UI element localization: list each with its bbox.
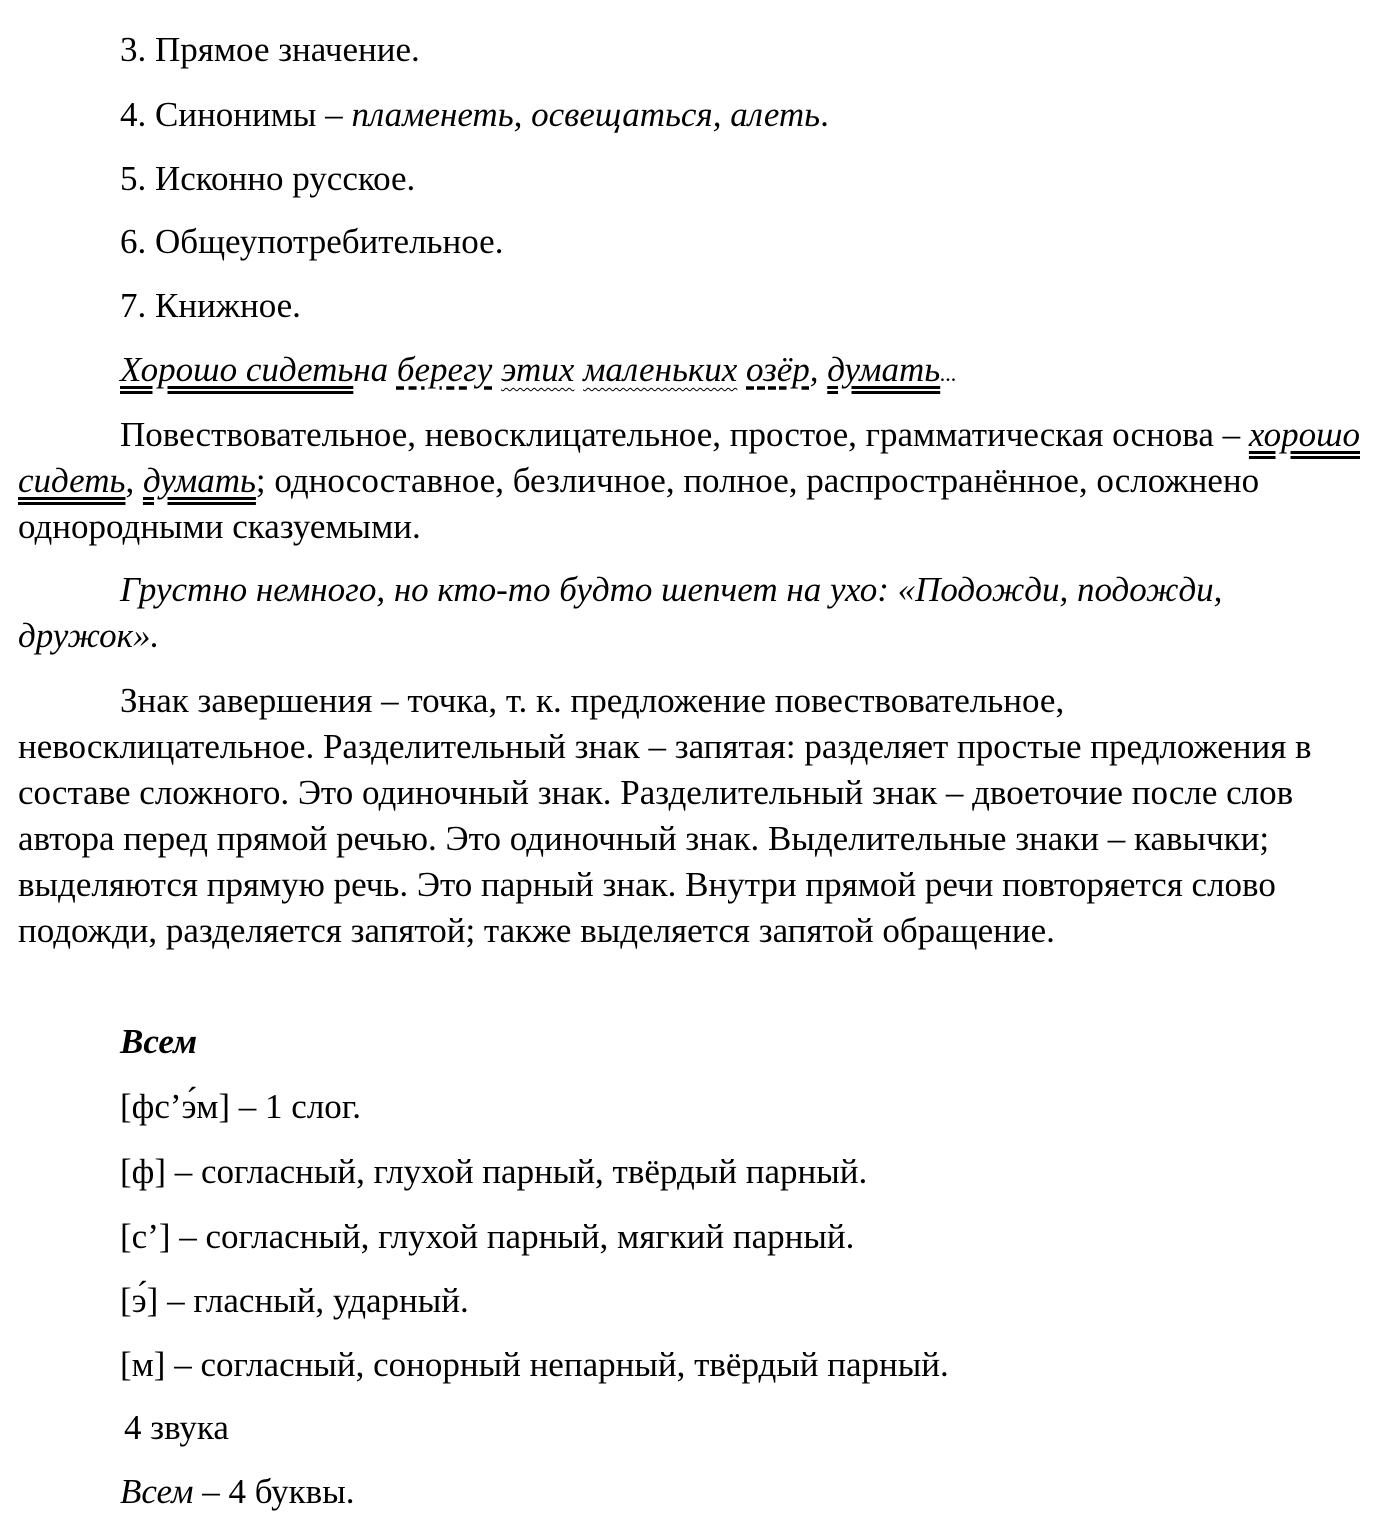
list-item: 5. Исконно русское. <box>120 159 416 198</box>
parsed-sentence-1: Хорошо сидетьна берегу этих маленьких озёр, думать... <box>120 350 957 389</box>
phonetic-heading: Всем <box>120 1022 198 1061</box>
synonyms-text: пламенеть, освещаться, алеть <box>351 95 821 134</box>
preposition: на <box>353 350 389 389</box>
list-item: 3. Прямое значение. <box>120 30 420 69</box>
grammatical-base-1: хорошо сидеть <box>18 415 1360 500</box>
example-sentence-2: Грустно немного, но кто-то будто шепчет на ухо: «Подожди, подожди, дружок». <box>18 570 1223 655</box>
object-1: озёр <box>746 350 810 389</box>
analysis-paragraph-2: Знак завершения – точка, т. к. предложение повествовательное, невосклицательное. Разделительный знак – запятая: разделяет простые предложения в составе сложного. Это одиночный знак. Разделительный знак – двоеточие после слов автора перед прямой речью. Это одиночный знак. Выделительные знаки – кавычки; выделяются прямую речь. Это парный знак. Внутри прямой речи повторяется слово подожди, разделяется запятой; также выделяется запятой обращение. <box>18 681 1312 950</box>
sound-item: [э́] – гласный, ударный. <box>120 1281 469 1320</box>
analysis-paragraph-1: Повествовательное, невосклицательное, простое, грамматическая основа – хорошо сидеть, думать; односоставное, безличное, полное, распространённое, осложнено однородными сказуемыми. <box>18 415 1360 546</box>
transcription: [фс’э́м] – 1 слог. <box>120 1087 361 1126</box>
adverbial-1: берегу <box>396 350 493 389</box>
attribute-1: этих <box>501 350 575 389</box>
sound-item: [с’] – согласный, глухой парный, мягкий парный. <box>120 1217 855 1256</box>
sound-count: 4 звука <box>124 1408 229 1447</box>
predicate-2: думать <box>827 350 941 389</box>
letter-count: Всем – 4 буквы. <box>120 1472 355 1511</box>
list-item: 6. Общеупотребительное. <box>120 222 504 261</box>
attribute-2: маленьких <box>583 350 738 389</box>
grammatical-base-2: думать <box>142 461 256 500</box>
sound-item: [ф] – согласный, глухой парный, твёрдый парный. <box>120 1152 868 1191</box>
list-item: 7. Книжное. <box>120 286 301 325</box>
predicate-1: Хорошо сидеть <box>120 350 354 389</box>
sound-item: [м] – согласный, сонорный непарный, твёрдый парный. <box>120 1345 949 1384</box>
list-item: 4. Синонимы – пламенеть, освещаться, алеть. <box>120 95 829 134</box>
